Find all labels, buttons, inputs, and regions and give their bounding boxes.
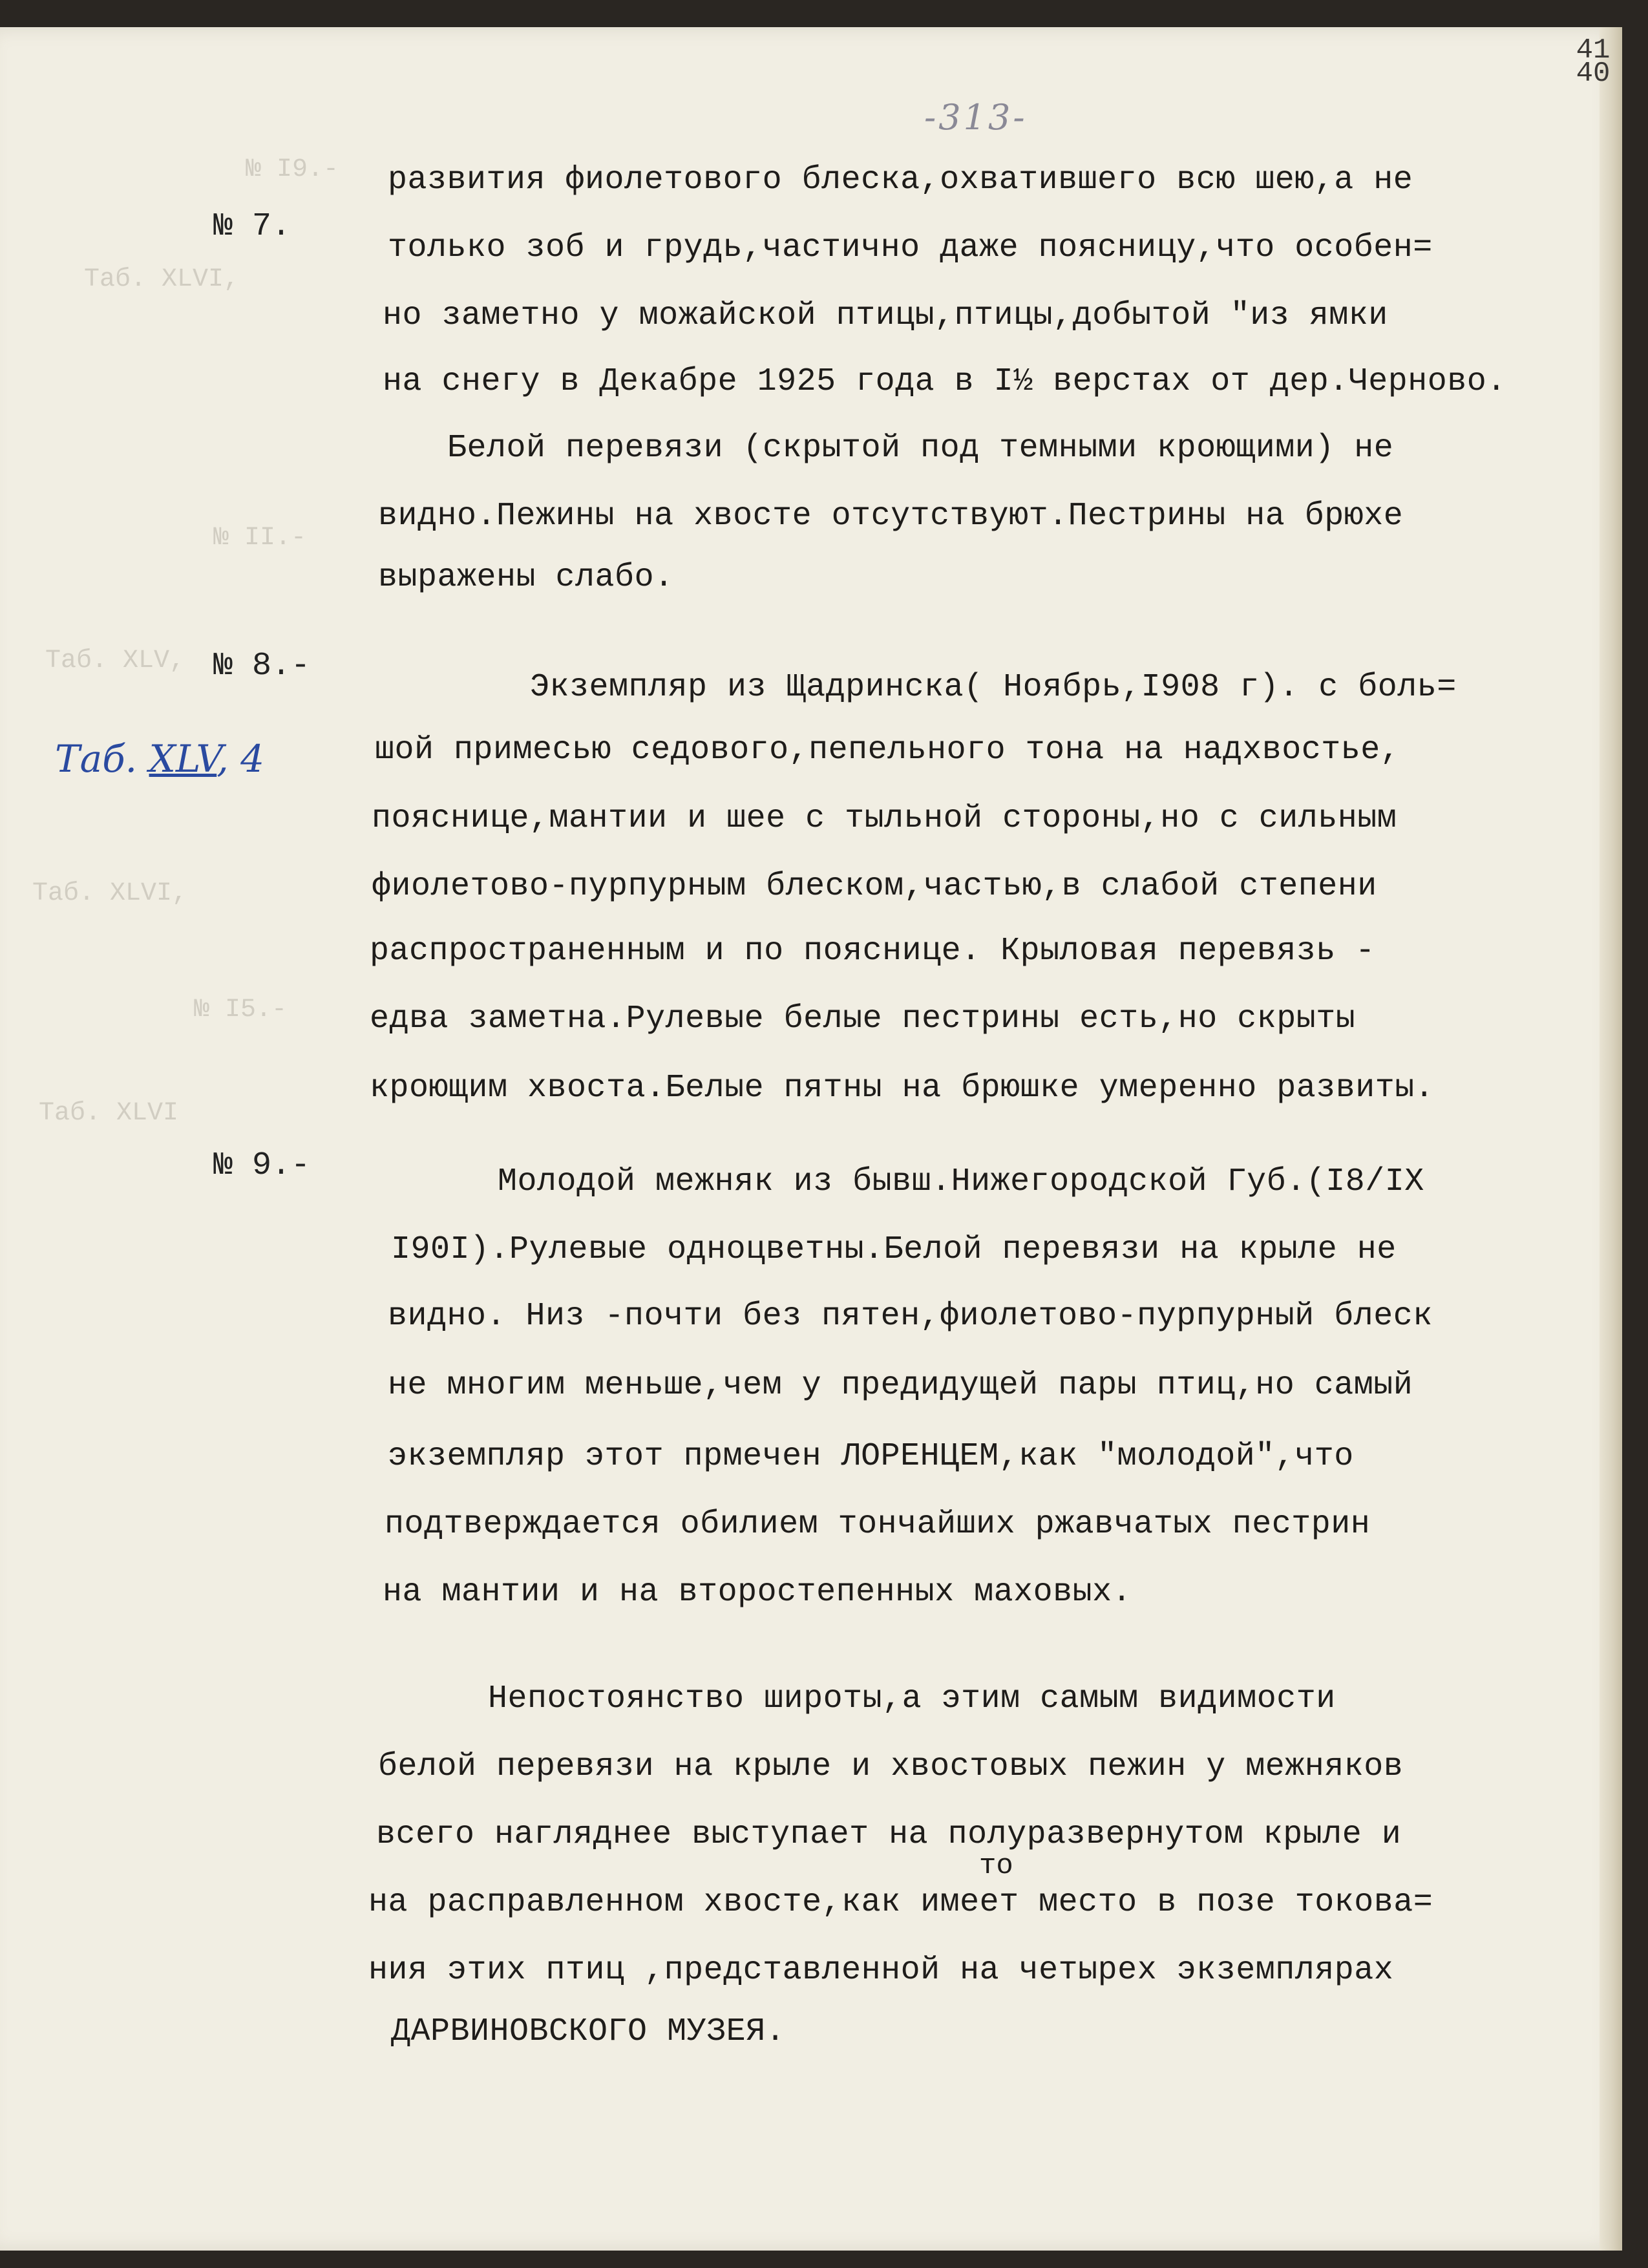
text-line: ния этих птиц ,представленной на четырех экземплярах [368,1952,1394,1989]
bleed-through-text: Таб. XLVI, [84,265,240,294]
text-line: фиолетово-пурпурным блеском,частью,в слабой степени [372,868,1377,905]
text-line: подтверждается обилием тончайших ржавчатых пестрин [385,1506,1371,1543]
margin-number-7: № 7. [213,208,291,245]
bleed-through-text: Таб. XLVI, [32,879,188,908]
corner-page-numbers [1564,34,1622,90]
text-line: на снегу в Декабре 1925 года в I½ верстах от дер.Черново. [383,363,1506,400]
margin-number-8: № 8.- [213,648,311,684]
text-line: Белой перевязи (скрытой под темными кроющими) не [447,430,1394,467]
text-line: едва заметна.Рулевые белые пестрины есть,но скрыты [370,1001,1356,1037]
text-line: только зоб и грудь,частично даже поясницу,что особен= [388,229,1433,266]
text-line: Экземпляр из Щадринска( Ноябрь,I908 г). с боль= [530,669,1457,706]
handwritten-page-number: -313- [924,97,1028,138]
text-line: видно. Низ -почти без пятен,фиолетово-пурпурный блеск [388,1298,1433,1335]
bleed-through-text: № I5.- [194,995,288,1024]
text-line: развития фиолетового блеска,охватившего всю шею,а не [388,162,1413,198]
margin-number-9: № 9.- [213,1147,311,1184]
text-line: экземпляр этот прмечен ЛОРЕНЦЕМ,как "молодой",что [388,1438,1354,1475]
text-line: всего нагляднее выступает на полуразвернутом крыле и [376,1816,1402,1853]
text-line: кроющим хвоста.Белые пятны на брюшке умеренно развиты. [370,1070,1435,1107]
handwritten-plate-reference [55,737,264,781]
bleed-through-text: Таб. XLV, [45,646,185,675]
text-line: Непостоянство широты,а этим самым видимости [488,1680,1336,1717]
text-line: выражены слабо. [378,559,674,596]
text-line: видно.Пежины на хвосте отсутствуют.Пестрины на брюхе [378,498,1404,535]
text-line: Молодой межняк из бывш.Нижегородской Губ.(I8/IX [498,1163,1424,1200]
text-line: I90I).Рулевые одноцветны.Белой перевязи на крыле не [391,1231,1397,1268]
text-line: шой примесью седового,пепельного тона на надхвостье, [375,732,1400,768]
page-edge-stack [1600,27,1622,2251]
text-line: на расправленном хвосте,как имеет место в позе токова= [368,1884,1433,1921]
corner-page-number-top: 41 [1576,34,1611,67]
corner-page-number-bottom: 40 [1576,58,1611,90]
plate-ref-prefix: Таб. [55,737,138,781]
text-line: пояснице,мантии и шее с тыльной стороны,но с сильным [372,800,1397,837]
plate-ref-numeral: XLV [149,737,217,781]
bleed-through-text: № II.- [213,524,307,553]
text-line: на мантии и на второстепенных маховых. [383,1574,1132,1611]
typed-insertion: то [979,1850,1013,1882]
text-line: распространенным и по пояснице. Крыловая перевязь - [370,933,1375,970]
bleed-through-text: № I9.- [246,155,339,184]
bleed-through-text: Таб. XLVI [39,1099,179,1128]
text-line: но заметно у можайской птицы,птицы,добытой "из ямки [383,297,1388,334]
plate-ref-suffix: , 4 [217,737,264,781]
text-line: не многим меньше,чем у предидущей пары птиц,но самый [388,1367,1413,1404]
text-line: белой перевязи на крыле и хвостовых пежин у межняков [378,1748,1404,1785]
text-line: ДАРВИНОВСКОГО МУЗЕЯ. [391,2013,786,2050]
